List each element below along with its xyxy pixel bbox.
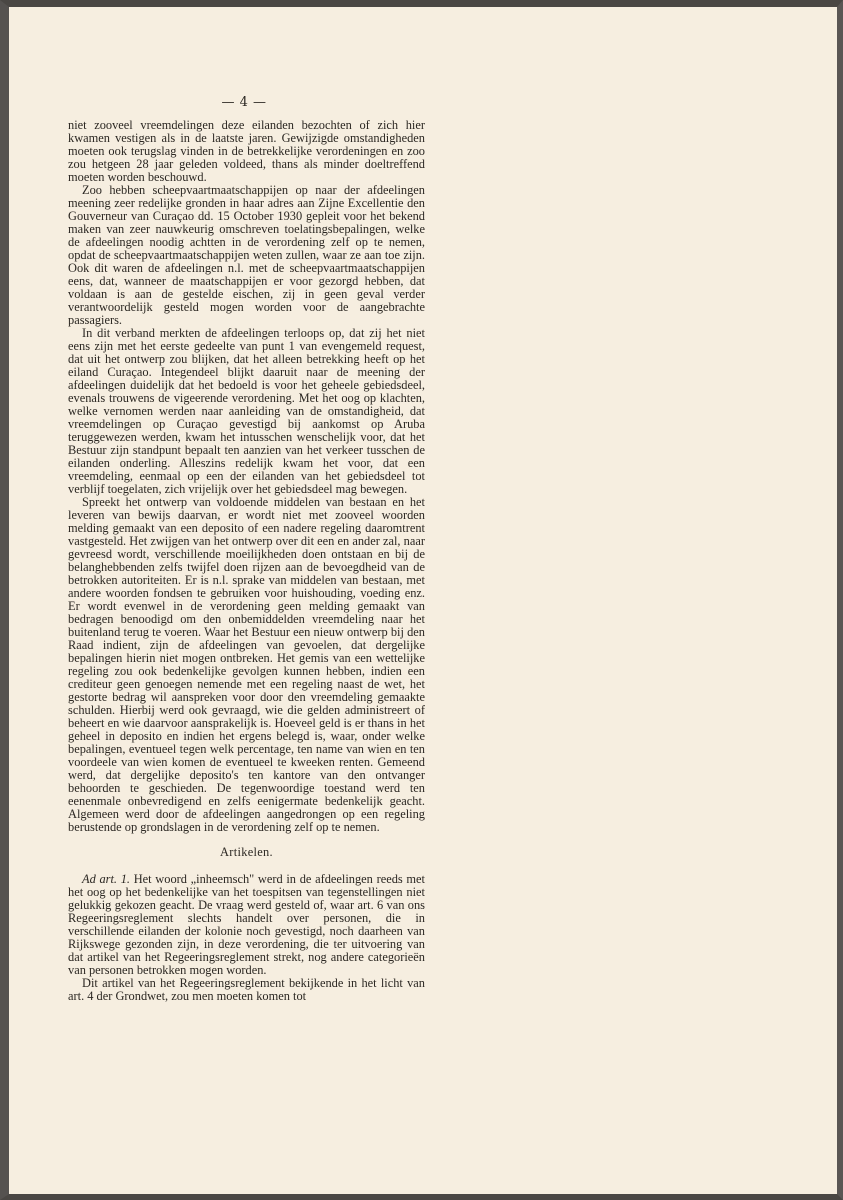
article-paragraph xyxy=(68,873,425,977)
paragraph: Zoo hebben scheepvaartmaatschappijen op naar der afdeelingen meening zeer redelijke gronden in haar adres aan Zijne Excellentie den Gouverneur van Curaçao dd. 15 October 1930 gepleit voor het bekend maken van zeer nauwkeurig omschreven toelatingsbepalingen, welke de afdeelingen noodig achtten in de verordening zelf op te nemen, opdat de scheepvaartmaatschappijen weten zullen, waar ze aan toe zijn. Ook dit waren de afdeelingen n.l. met de scheepvaartmaatschappijen eens, dat, wanneer de maatschappijen er voor gezorgd hebben, dat voldaan is aan de gestelde eischen, zij in geen geval verder verantwoordelijk gesteld mogen worden voor de aangebrachte passagiers. xyxy=(68,183,425,327)
paragraph: niet zooveel vreemdelingen deze eilanden bezochten of zich hier kwamen vestigen als in de laatste jaren. Gewijzigde omstandigheden moeten ook terugslag vinden in de betrekkelijke verordeningen en zoo zou hetgeen 28 jaar geleden voldeed, thans als minder doeltreffend moeten worden beschouwd. xyxy=(68,118,425,184)
section-heading: Artikelen. xyxy=(220,845,273,859)
page-number: — 4 — xyxy=(221,95,267,110)
paragraph: In dit verband merkten de afdeelingen terloops op, dat zij het niet eens zijn met het eerste gedeelte van punt 1 van evengemeld request, dat uit het ontwerp zou blijken, dat het alleen betrekking heeft op het eiland Curaçao. Integendeel blijkt daaruit naar de meening der afdeelingen duidelijk dat het bedoeld is voor het geheele gebiedsdeel, evenals trouwens de vigeerende verordening. Met het oog op klachten, welke vernomen werden naar aanleiding van de omstandigheid, dat vreemdelingen op Curaçao gevestigd bij aankomst op Aruba teruggewezen werden, kwam het intusschen wenschelijk voor, dat het Bestuur zijn standpunt bepaalt ten aanzien van het verkeer tusschen de eilanden onderling. Alleszins redelijk kwam het voor, dat een vreemdeling, eenmaal op een der eilanden van het gebiedsdeel tot verblijf toegelaten, zich vrijelijk over het gebiedsdeel mag bewegen. xyxy=(68,326,425,496)
article-lead: Ad art. 1. xyxy=(82,872,131,886)
paragraph: Spreekt het ontwerp van voldoende middelen van bestaan en het leveren van bewijs daarvan, er wordt niet met zooveel woorden melding gemaakt van een deposito of een nadere regeling daaromtrent vastgesteld. Het zwijgen van het ontwerp over dit een en ander zal, naar gevreesd wordt, verschillende moeilijkheden doen ontstaan en bij de belanghebbenden zelfs twijfel doen rijzen aan de bevoegdheid van de betrokken autoriteiten. Er is n.l. sprake van middelen van bestaan, met andere woorden fondsen te gebruiken voor huishouding, voeding enz. Er wordt evenwel in de verordening geen melding gemaakt van bedragen benoodigd om den onbemiddelden vreemdeling naar het buitenland terug te voeren. Waar het Bestuur een nieuw ontwerp bij den Raad indient, zijn de afdeelingen van gevoelen, dat dergelijke bepalingen hierin niet mogen ontbreken. Het gemis van een wettelijke regeling zou ook bedenkelijke gevolgen kunnen hebben, indien een crediteur geen genoegen nemende met een regeling naast de wet, het gestorte bedrag wil aanspreken voor door den vreemdeling gemaakte schulden. Hierbij werd ook gevraagd, wie die gelden administreert of beheert en wie daarvoor aansprakelijk is. Hoeveel geld is er thans in het geheel in deposito en indien het ergens belegd is, waar, onder welke bepalingen, eventueel tegen welk percentage, ten name van wien en ten voordeele van wien komen de eventueel te kweeken renten. Gemeend werd, dat dergelijke deposito's ten kantore van den ontvanger behoorden te geschieden. De tegenwoordige toestand werd ten eenenmale onbevredigend en zelfs eenigermate bedenkelijk geacht. Algemeen werd door de afdeelingen aangedrongen op een regeling berustende op grondslagen in de verordening zelf op te nemen. xyxy=(68,495,425,834)
text-column xyxy=(68,119,425,1003)
article-text: Het woord „inheemsch" werd in de afdeelingen reeds met het oog op het bedenkelijke van het toespitsen van tegenstellingen niet gelukkig gekozen geacht. De vraag werd gesteld of, waar art. 6 van ons Regeeringsreglement slechts handelt over personen, die in verschillende eilanden der kolonie noch gevestigd, noch daarheen van Rijkswege gezonden zijn, in deze verordening, die ter uitvoering van dat artikel van het Regeeringsreglement strekt, nog andere categorieën van personen betrokken mogen worden. xyxy=(68,872,425,977)
paragraph: Dit artikel van het Regeeringsreglement bekijkende in het licht van art. 4 der Grondwet, zou men moeten komen tot xyxy=(68,976,425,1003)
